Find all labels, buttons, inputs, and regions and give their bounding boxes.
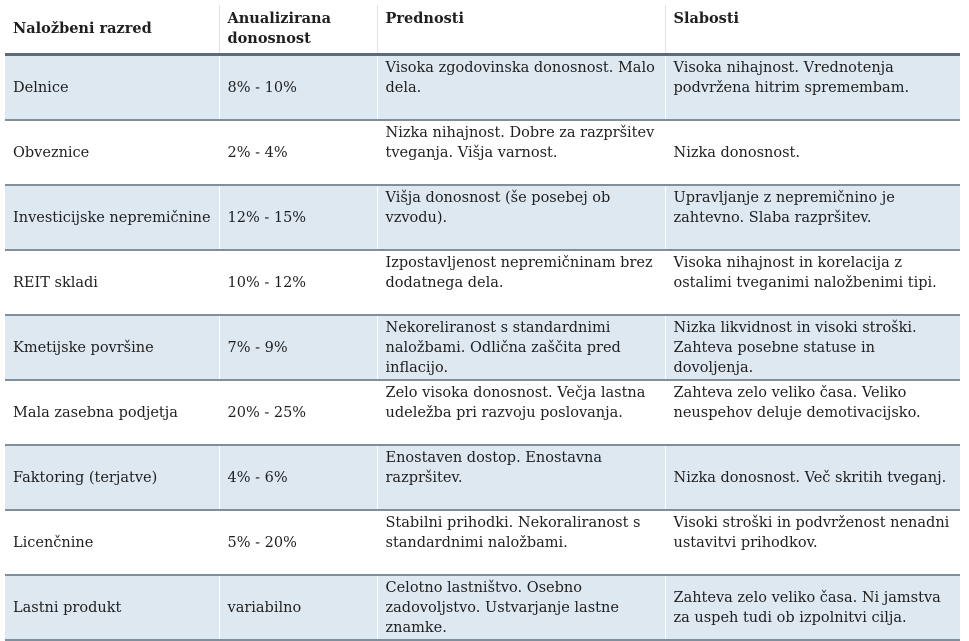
cell-annual-return: variabilno [219, 575, 377, 640]
table-row [5, 185, 960, 250]
cell-asset-class: Investicijske nepremičnine [5, 185, 219, 250]
header-advantages: Prednosti [377, 5, 665, 55]
cell-weaknesses: Nizka likvidnost in visoki stroški. Zahteva posebne statuse in dovoljenja. [665, 315, 960, 380]
table-row [5, 55, 960, 121]
cell-asset-class: Obveznice [5, 120, 219, 185]
cell-advantages: Celotno lastništvo. Osebno zadovoljstvo. Ustvarjanje lastne znamke. [377, 575, 665, 640]
cell-weaknesses: Zahteva zelo veliko časa. Ni jamstva za uspeh tudi ob izpolnitvi cilja. [665, 575, 960, 640]
table-header-row [5, 5, 960, 55]
cell-advantages: Višja donosnost (še posebej ob vzvodu). [377, 185, 665, 250]
cell-annual-return: 12% - 15% [219, 185, 377, 250]
cell-advantages: Stabilni prihodki. Nekoraliranost s standardnimi naložbami. [377, 510, 665, 575]
cell-advantages: Enostaven dostop. Enostavna razpršitev. [377, 445, 665, 510]
cell-asset-class: Licenčnine [5, 510, 219, 575]
cell-annual-return: 5% - 20% [219, 510, 377, 575]
cell-annual-return: 10% - 12% [219, 250, 377, 315]
cell-weaknesses: Nizka donosnost. Več skritih tveganj. [665, 445, 960, 510]
cell-asset-class: Kmetijske površine [5, 315, 219, 380]
cell-annual-return: 4% - 6% [219, 445, 377, 510]
cell-advantages: Nekoreliranost s standardnimi naložbami. Odlična zaščita pred inflacijo. [377, 315, 665, 380]
cell-asset-class: Faktoring (terjatve) [5, 445, 219, 510]
cell-weaknesses: Visoka nihajnost. Vrednotenja podvržena hitrim spremembam. [665, 55, 960, 121]
cell-weaknesses: Nizka donosnost. [665, 120, 960, 185]
cell-annual-return: 2% - 4% [219, 120, 377, 185]
table-row [5, 575, 960, 640]
investment-classes-table [5, 5, 960, 641]
table-row [5, 315, 960, 380]
header-annual-return: Anualizirana donosnost [219, 5, 377, 55]
cell-weaknesses: Zahteva zelo veliko časa. Veliko neuspehov deluje demotivacijsko. [665, 380, 960, 445]
table-row [5, 380, 960, 445]
cell-asset-class: Delnice [5, 55, 219, 121]
cell-weaknesses: Visoki stroški in podvrženost nenadni ustavitvi prihodkov. [665, 510, 960, 575]
cell-advantages: Izpostavljenost nepremičninam brez dodatnega dela. [377, 250, 665, 315]
cell-asset-class: Lastni produkt [5, 575, 219, 640]
cell-annual-return: 8% - 10% [219, 55, 377, 121]
cell-asset-class: Mala zasebna podjetja [5, 380, 219, 445]
cell-annual-return: 7% - 9% [219, 315, 377, 380]
header-asset-class: Naložbeni razred [5, 5, 219, 55]
cell-advantages: Zelo visoka donosnost. Večja lastna udeležba pri razvoju poslovanja. [377, 380, 665, 445]
table-row [5, 510, 960, 575]
table-row [5, 250, 960, 315]
table-row [5, 120, 960, 185]
cell-weaknesses: Visoka nihajnost in korelacija z ostalimi tveganimi naložbenimi tipi. [665, 250, 960, 315]
cell-weaknesses: Upravljanje z nepremičnino je zahtevno. Slaba razpršitev. [665, 185, 960, 250]
cell-advantages: Nizka nihajnost. Dobre za razpršitev tveganja. Višja varnost. [377, 120, 665, 185]
header-weaknesses: Slabosti [665, 5, 960, 55]
cell-asset-class: REIT skladi [5, 250, 219, 315]
table-row [5, 445, 960, 510]
cell-advantages: Visoka zgodovinska donosnost. Malo dela. [377, 55, 665, 121]
cell-annual-return: 20% - 25% [219, 380, 377, 445]
